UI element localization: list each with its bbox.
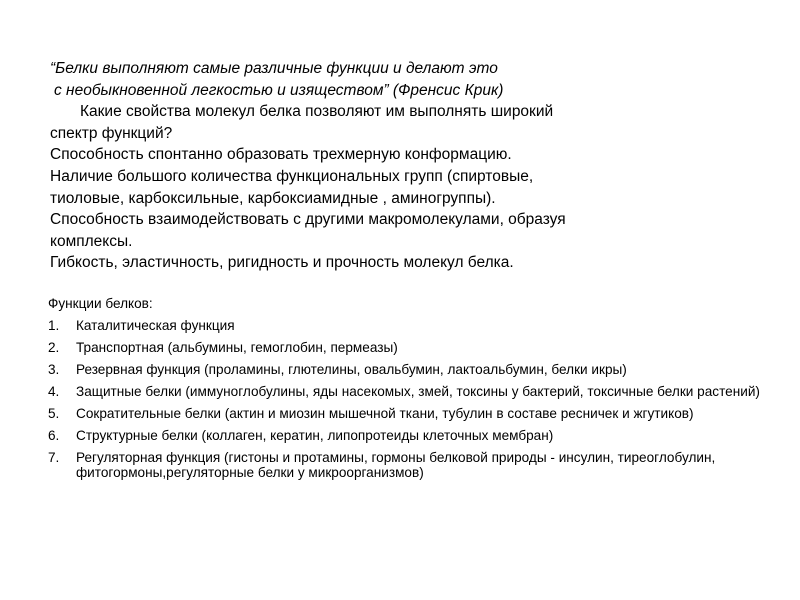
- item-number: 3.: [48, 362, 60, 377]
- answer-line: тиоловые, карбоксильные, карбоксиамидные , аминогруппы).: [50, 189, 496, 207]
- item-text: Каталитическая функция: [76, 318, 235, 333]
- list-item: [48, 428, 793, 443]
- list-item: [48, 450, 793, 480]
- item-text: Структурные белки (коллаген, кератин, липопротеиды клеточных мембран): [76, 428, 554, 443]
- answer-line: Гибкость, эластичность, ригидность и прочность молекул белка.: [50, 254, 514, 272]
- answer-line: Способность взаимодействовать с другими макромолекулами, образуя: [50, 211, 566, 229]
- item-text: Сократительные белки (актин и миозин мышечной ткани, тубулин в составе ресничек и жгутиков): [76, 406, 694, 421]
- item-number: 1.: [48, 318, 60, 333]
- functions-title: Функции белков:: [48, 296, 153, 311]
- item-text: Резервная функция (проламины, глютелины, овальбумин, лактоальбумин, белки икры): [76, 362, 627, 377]
- item-number: 4.: [48, 384, 60, 399]
- question-line-1: Какие свойства молекул белка позволяют им выполнять широкий: [80, 103, 554, 121]
- item-number: 2.: [48, 340, 60, 355]
- list-item: [48, 362, 793, 377]
- item-number: 7.: [48, 450, 60, 465]
- list-item: [48, 340, 793, 355]
- item-number: 5.: [48, 406, 60, 421]
- item-text: Транспортная (альбумины, гемоглобин, пермеазы): [76, 340, 398, 355]
- functions-block: [48, 296, 793, 487]
- answer-line: Наличие большого количества функциональных групп (спиртовые,: [50, 167, 534, 185]
- item-text: Регуляторная функция (гистоны и протамины, гормоны белковой природы - инсулин, тиреоглобулин, фитогормоны,регуляторные белки у микроорганизмов): [76, 450, 716, 480]
- quote-line-1: “Белки выполняют самые различные функции и делают это: [50, 60, 498, 77]
- item-text: Защитные белки (иммуноглобулины, яды насекомых, змей, токсины у бактерий, токсичные белки растений): [76, 384, 760, 399]
- functions-list: [48, 318, 793, 480]
- list-item: [48, 318, 793, 333]
- answer-line: Способность спонтанно образовать трехмерную конформацию.: [50, 146, 512, 164]
- answer-line: комплексы.: [50, 232, 133, 250]
- list-item: [48, 384, 793, 399]
- item-number: 6.: [48, 428, 60, 443]
- list-item: [48, 406, 793, 421]
- quote-line-2: с необыкновенной легкостью и изяществом” (Френсис Крик): [54, 81, 504, 99]
- intro-block: [50, 58, 750, 274]
- question-line-2: спектр функций?: [50, 124, 173, 142]
